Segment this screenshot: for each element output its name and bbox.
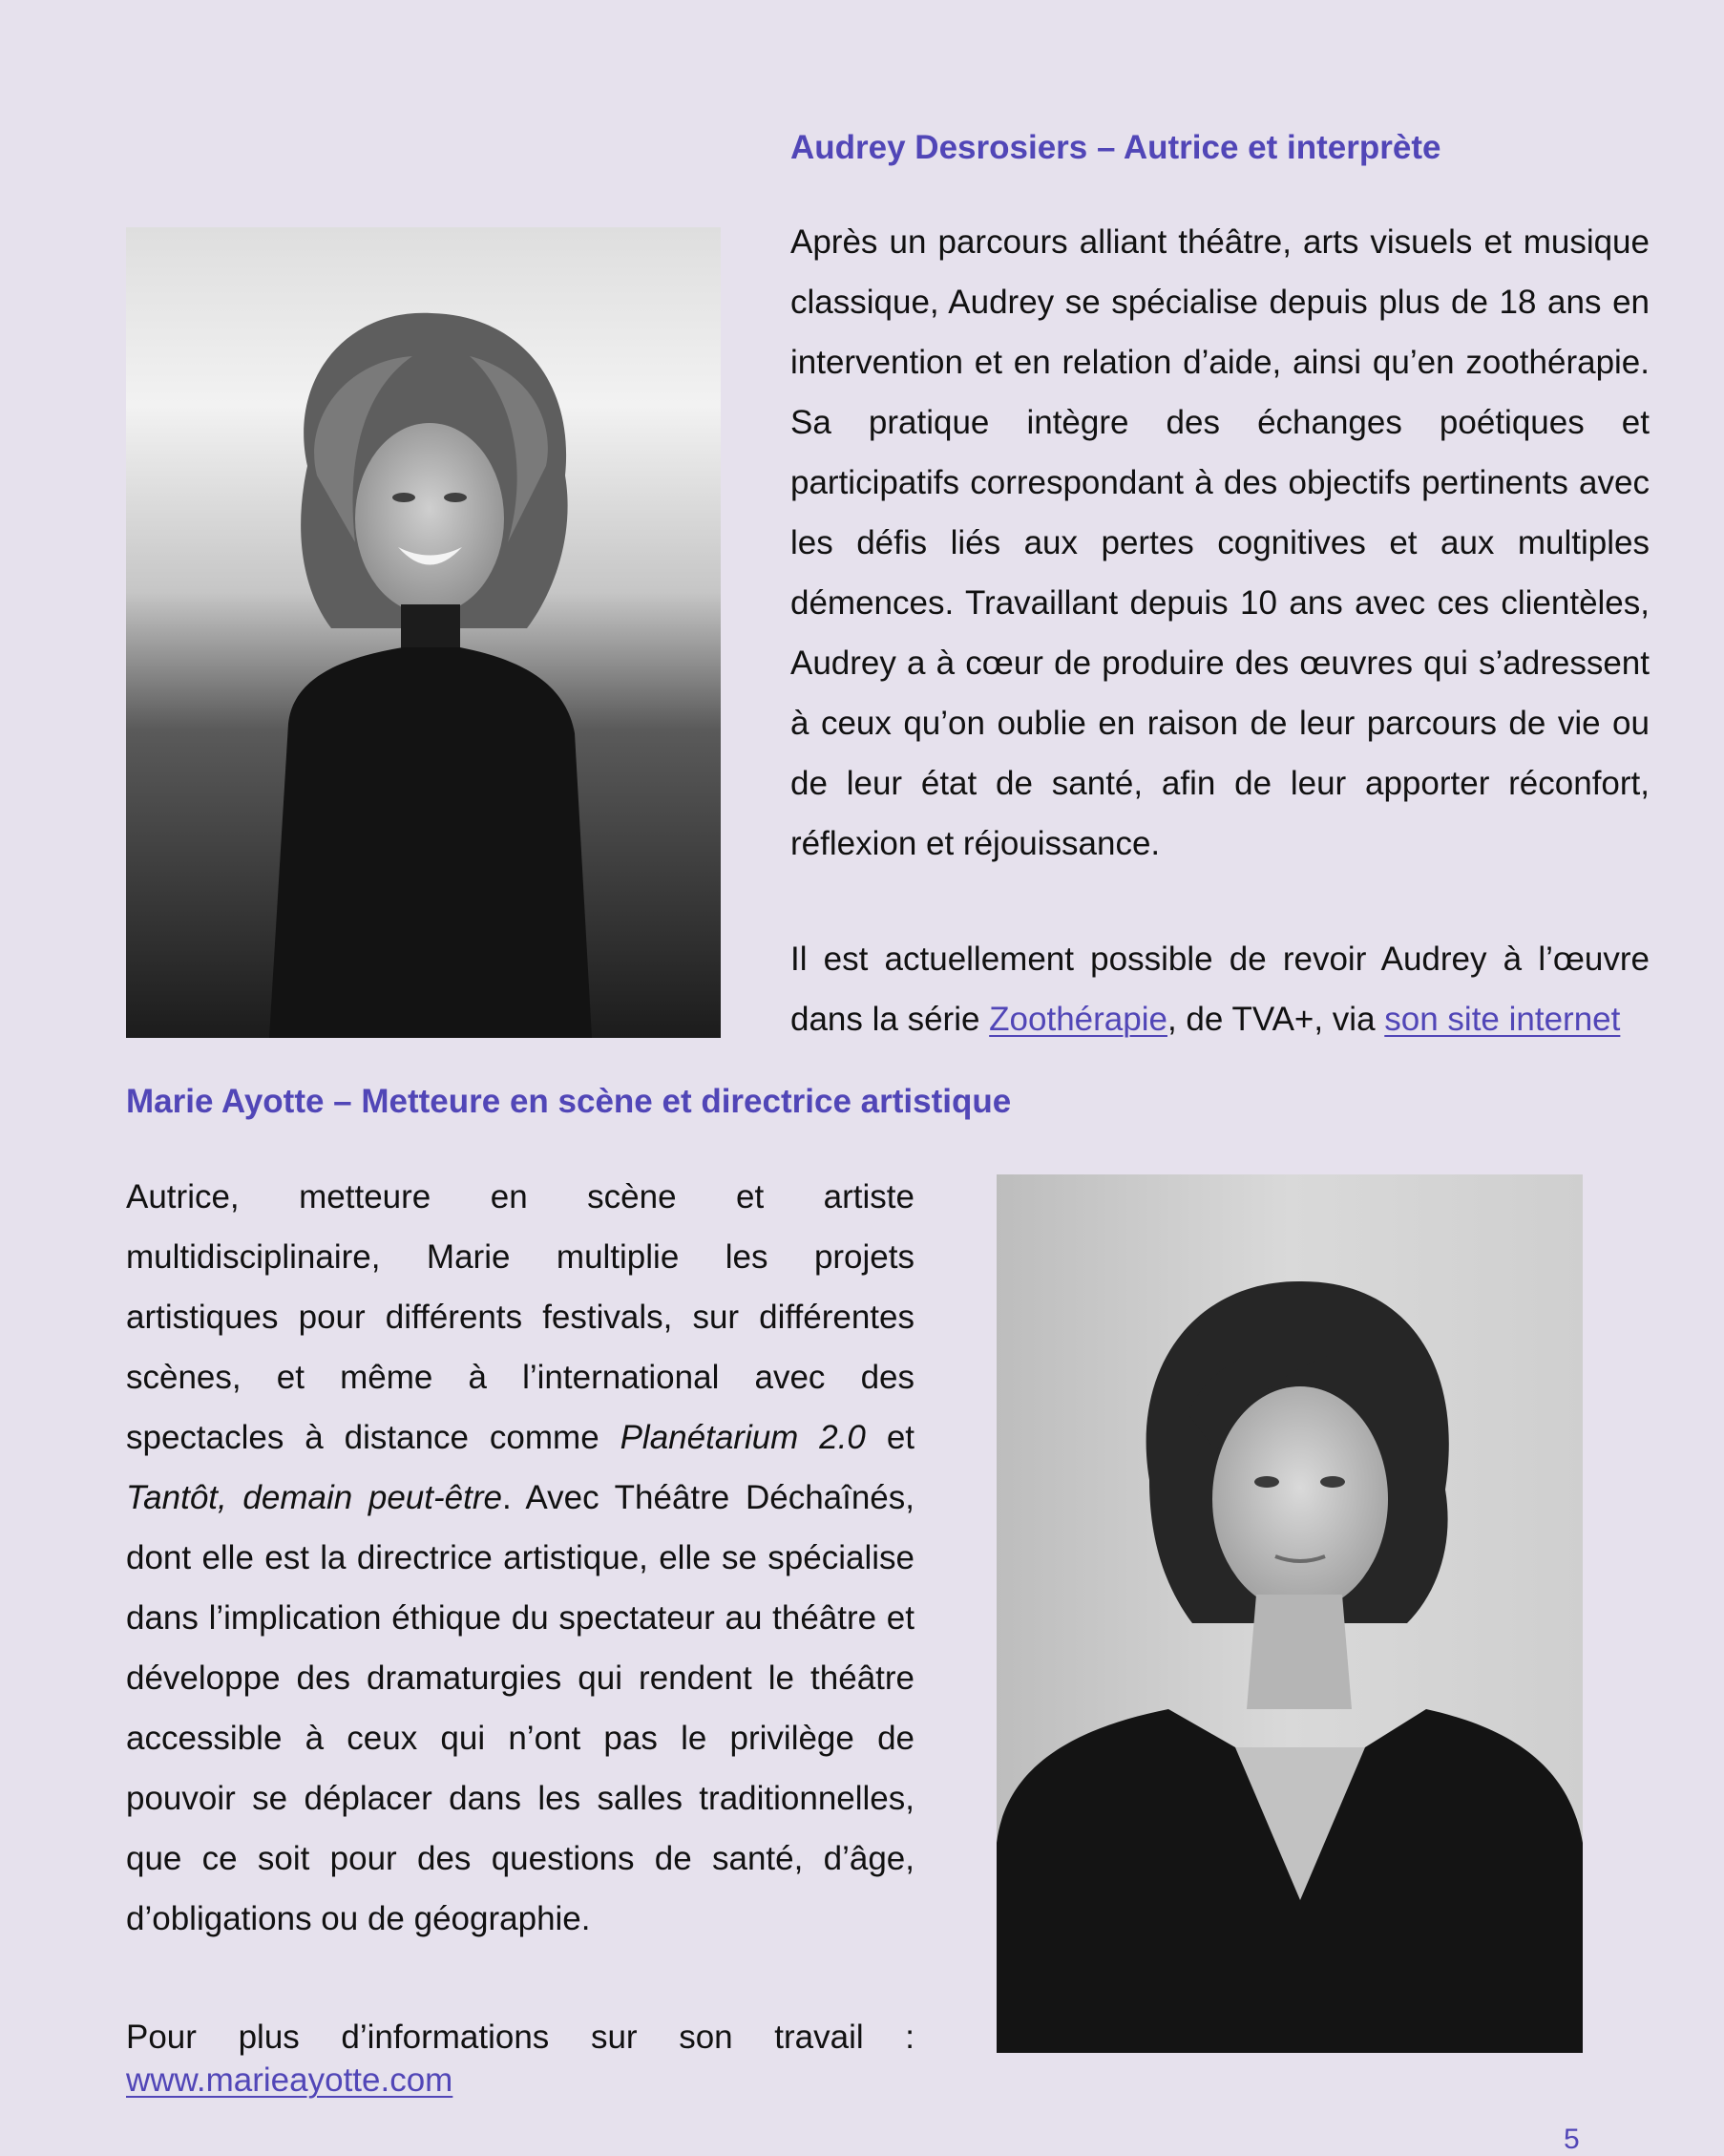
bio-marie: [126, 1167, 915, 1949]
section-heading-marie: Marie Ayotte – Metteure en scène et directrice artistique: [126, 1083, 1012, 1120]
section-heading-audrey: Audrey Desrosiers – Autrice et interprète: [790, 129, 1441, 166]
portrait-photo-audrey: [126, 227, 721, 1038]
page-number: 5: [1564, 2124, 1580, 2155]
audrey-site-link[interactable]: son site internet: [1384, 1001, 1621, 1038]
followup-audrey: [790, 929, 1650, 1049]
bio-marie-part2: et: [865, 1419, 915, 1456]
bio-audrey: Après un parcours alliant théâtre, arts visuels et musique classique, Audrey se spécialise depuis plus de 18 ans en intervention et en relation d’aide, ainsi qu’en zoothérapie. Sa pratique intègre des échanges poétiques et participatifs correspondant à des objectifs pertinents avec les défis liés aux pertes cognitives et aux multiples démences. Travaillant depuis 10 ans avec ces clientèles, Audrey a à cœur de produire des œuvres qui s’adressent à ceux qu’on oublie en raison de leur parcours de vie ou de leur état de santé, afin de leur apporter réconfort, réflexion et réjouissance.: [790, 223, 1650, 862]
work-title-tantot: Tantôt, demain peut-être: [126, 1479, 502, 1516]
portrait-photo-marie: [997, 1174, 1583, 2053]
marie-website-link[interactable]: www.marieayotte.com: [126, 2061, 453, 2099]
zootherapie-series-link[interactable]: Zoothérapie: [989, 1001, 1167, 1038]
followup-text-middle: , de TVA+, via: [1167, 1001, 1385, 1038]
more-info-marie: Pour plus d’informations sur son travail :: [126, 2019, 915, 2056]
website-link-container: [126, 2060, 452, 2102]
bio-marie-part3: . Avec Théâtre Déchaînés, dont elle est la directrice artistique, elle se spécialise dans l’implication éthique du spectateur au théâtre et développe des dramaturgies qui rendent le théâtre accessible à ceux qui n’ont pas le privilège de pouvoir se déplacer dans les salles traditionnelles, que ce soit pour des questions de santé, d’âge, d’obligations ou de géographie.: [126, 1479, 915, 1937]
work-title-planetarium: Planétarium 2.0: [620, 1419, 866, 1456]
bio-marie-part1: Autrice, metteure en scène et artiste multidisciplinaire, Marie multiplie les projets artistiques pour différents festivals, sur différentes scènes, et même à l’international avec des spectacles à distance comme: [126, 1178, 915, 1456]
followup-text-before: Il est actuellement possible de revoir Audrey à l’œuvre dans la série: [790, 941, 1650, 1038]
